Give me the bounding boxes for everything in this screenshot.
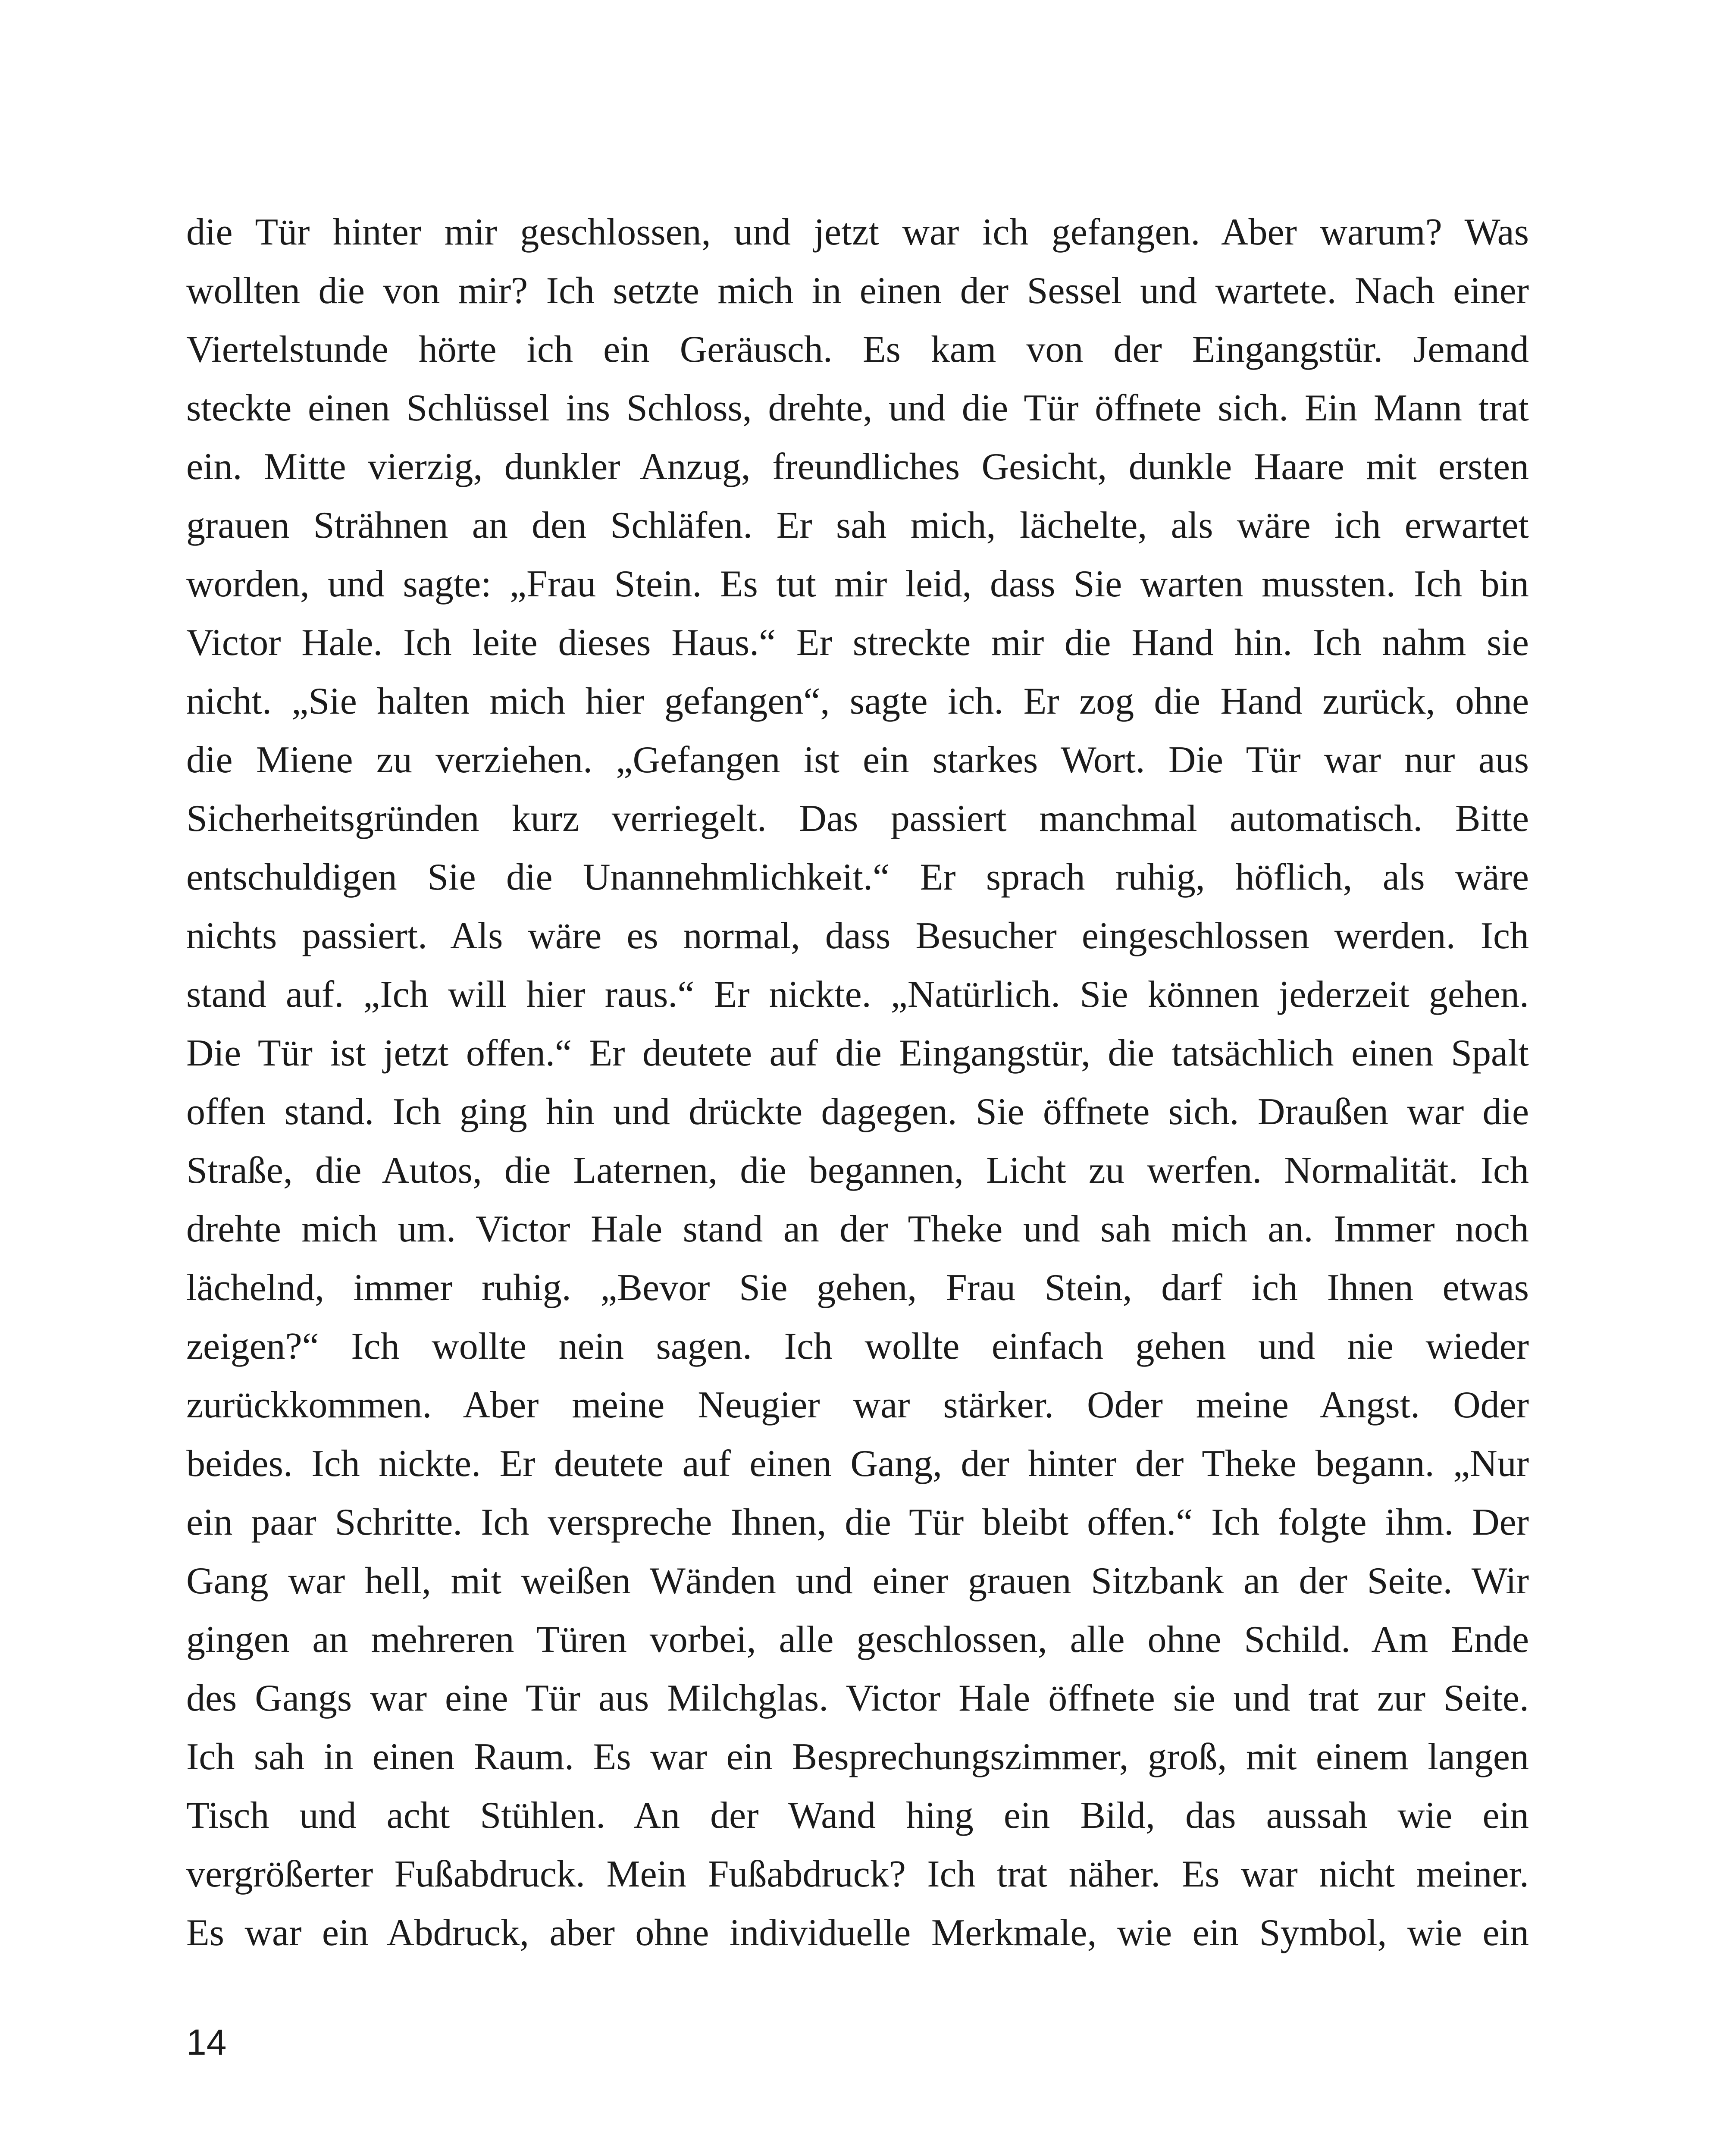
page-body-text <box>186 203 1529 1962</box>
text-line: Straße, die Autos, die Laternen, die begannen, Licht zu werfen. Normalität. Ich <box>186 1150 1529 1191</box>
text-line: lächelnd, immer ruhig. „Bevor Sie gehen, Frau Stein, darf ich Ihnen etwas <box>186 1267 1529 1309</box>
text-line: wollten die von mir? Ich setzte mich in einen der Sessel und wartete. Nach einer <box>186 270 1529 312</box>
text-line: nicht. „Sie halten mich hier gefangen“, sagte ich. Er zog die Hand zurück, ohne <box>186 680 1529 722</box>
text-line: beides. Ich nickte. Er deutete auf einen Gang, der hinter der Theke begann. „Nur <box>186 1443 1529 1485</box>
text-line: Die Tür ist jetzt offen.“ Er deutete auf die Eingangstür, die tatsächlich einen Spalt <box>186 1032 1529 1074</box>
text-line: Ich sah in einen Raum. Es war ein Besprechungszimmer, groß, mit einem langen <box>186 1736 1529 1778</box>
text-line: zeigen?“ Ich wollte nein sagen. Ich wollte einfach gehen und nie wieder <box>186 1326 1529 1367</box>
text-line: Tisch und acht Stühlen. An der Wand hing ein Bild, das aussah wie ein <box>186 1795 1529 1836</box>
text-line: Es war ein Abdruck, aber ohne individuelle Merkmale, wie ein Symbol, wie ein <box>186 1912 1529 1954</box>
text-line: die Tür hinter mir geschlossen, und jetzt war ich gefangen. Aber warum? Was <box>186 211 1529 253</box>
text-line: worden, und sagte: „Frau Stein. Es tut mir leid, dass Sie warten mussten. Ich bin <box>186 563 1529 605</box>
text-line: offen stand. Ich ging hin und drückte dagegen. Sie öffnete sich. Draußen war die <box>186 1091 1529 1133</box>
text-line: die Miene zu verziehen. „Gefangen ist ein starkes Wort. Die Tür war nur aus <box>186 739 1529 781</box>
text-line: entschuldigen Sie die Unannehmlichkeit.“ Er sprach ruhig, höflich, als wäre <box>186 856 1529 898</box>
text-line: ein. Mitte vierzig, dunkler Anzug, freundliches Gesicht, dunkle Haare mit ersten <box>186 446 1529 488</box>
text-line: steckte einen Schlüssel ins Schloss, drehte, und die Tür öffnete sich. Ein Mann trat <box>186 387 1529 429</box>
text-line: zurückkommen. Aber meine Neugier war stärker. Oder meine Angst. Oder <box>186 1384 1529 1426</box>
text-line: gingen an mehreren Türen vorbei, alle geschlossen, alle ohne Schild. Am Ende <box>186 1619 1529 1661</box>
text-line: Viertelstunde hörte ich ein Geräusch. Es kam von der Eingangstür. Jemand <box>186 329 1529 370</box>
text-line: drehte mich um. Victor Hale stand an der Theke und sah mich an. Immer noch <box>186 1208 1529 1250</box>
text-line: grauen Strähnen an den Schläfen. Er sah mich, lächelte, als wäre ich erwartet <box>186 505 1529 546</box>
text-line: Victor Hale. Ich leite dieses Haus.“ Er streckte mir die Hand hin. Ich nahm sie <box>186 622 1529 664</box>
text-line: ein paar Schritte. Ich verspreche Ihnen, die Tür bleibt offen.“ Ich folgte ihm. Der <box>186 1501 1529 1543</box>
text-line: nichts passiert. Als wäre es normal, dass Besucher eingeschlossen werden. Ich <box>186 915 1529 957</box>
text-line: Gang war hell, mit weißen Wänden und einer grauen Sitzbank an der Seite. Wir <box>186 1560 1529 1602</box>
text-line: Sicherheitsgründen kurz verriegelt. Das passiert manchmal automatisch. Bitte <box>186 798 1529 840</box>
text-line: des Gangs war eine Tür aus Milchglas. Victor Hale öffnete sie und trat zur Seite. <box>186 1677 1529 1719</box>
page-number: 14 <box>186 2022 227 2062</box>
text-line: vergrößerter Fußabdruck. Mein Fußabdruck? Ich trat näher. Es war nicht meiner. <box>186 1853 1529 1895</box>
text-line: stand auf. „Ich will hier raus.“ Er nickte. „Natürlich. Sie können jederzeit gehen. <box>186 974 1529 1015</box>
